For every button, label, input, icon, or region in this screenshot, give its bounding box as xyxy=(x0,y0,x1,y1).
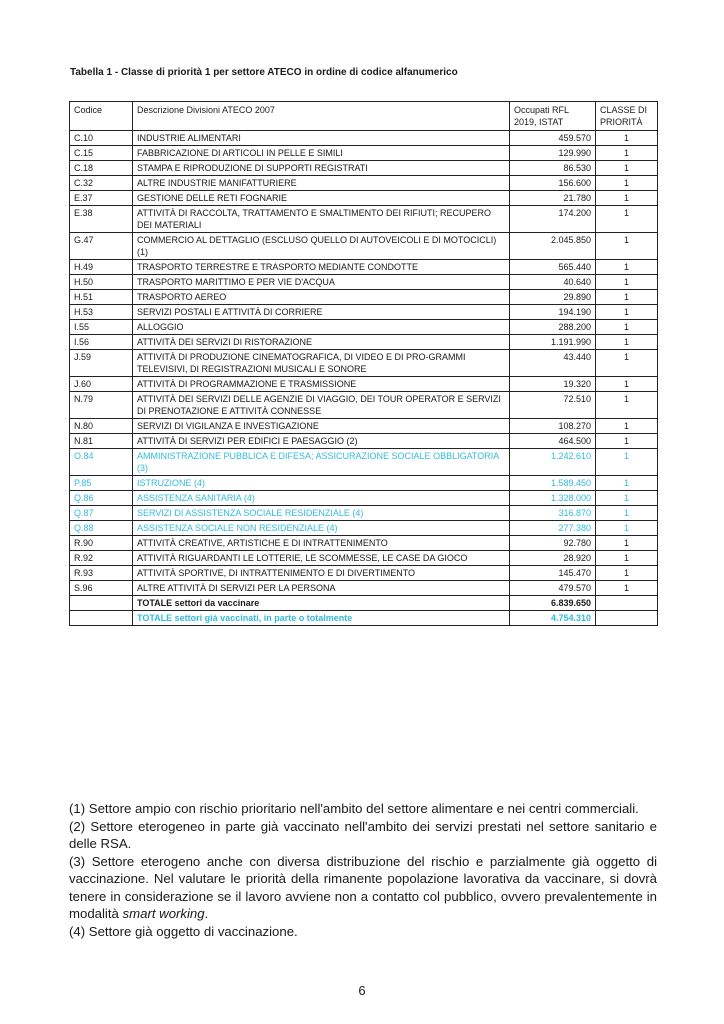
table-header-row xyxy=(70,102,658,131)
cell-description: STAMPA E RIPRODUZIONE DI SUPPORTI REGISTRATI xyxy=(133,161,510,176)
cell-employed: 316.870 xyxy=(510,506,596,521)
header-priority: CLASSE DI PRIORITÀ xyxy=(596,102,658,131)
cell-employed: 288.200 xyxy=(510,320,596,335)
cell-employed: 156.600 xyxy=(510,176,596,191)
header-description: Descrizione Divisioni ATECO 2007 xyxy=(133,102,510,131)
cell-description: ATTIVITÀ DI SERVIZI PER EDIFICI E PAESAGGIO (2) xyxy=(133,434,510,449)
cell-employed: 2.045.850 xyxy=(510,233,596,260)
cell-description: ATTIVITÀ DEI SERVIZI DI RISTORAZIONE xyxy=(133,335,510,350)
table-row xyxy=(70,581,658,596)
cell-employed: 19.320 xyxy=(510,377,596,392)
cell-description: TRASPORTO MARITTIMO E PER VIE D'ACQUA xyxy=(133,275,510,290)
cell-code: I.56 xyxy=(70,335,133,350)
cell-employed: 86.530 xyxy=(510,161,596,176)
cell-priority: 1 xyxy=(596,449,658,476)
total-row xyxy=(70,611,658,626)
cell-priority: 1 xyxy=(596,260,658,275)
table-row xyxy=(70,146,658,161)
cell-code: R.93 xyxy=(70,566,133,581)
cell-priority: 1 xyxy=(596,176,658,191)
table-row xyxy=(70,191,658,206)
cell-priority: 1 xyxy=(596,320,658,335)
cell-employed: 145.470 xyxy=(510,566,596,581)
cell-empty xyxy=(596,611,658,626)
cell-employed: 277.380 xyxy=(510,521,596,536)
cell-total-value: 4.754.310 xyxy=(510,611,596,626)
table-row xyxy=(70,176,658,191)
cell-description: GESTIONE DELLE RETI FOGNARIE xyxy=(133,191,510,206)
cell-description: ATTIVITÀ DEI SERVIZI DELLE AGENZIE DI VIAGGIO, DEI TOUR OPERATOR E SERVIZI DI PRENOTAZIONE E ATTIVITÀ CONNESSE xyxy=(133,392,510,419)
cell-priority: 1 xyxy=(596,377,658,392)
cell-description: ASSISTENZA SANITARIA (4) xyxy=(133,491,510,506)
cell-priority: 1 xyxy=(596,551,658,566)
cell-description: ATTIVITÀ DI RACCOLTA, TRATTAMENTO E SMALTIMENTO DEI RIFIUTI; RECUPERO DEI MATERIALI xyxy=(133,206,510,233)
cell-employed: 464.500 xyxy=(510,434,596,449)
cell-description: ISTRUZIONE (4) xyxy=(133,476,510,491)
cell-employed: 1.589.450 xyxy=(510,476,596,491)
cell-employed: 479.570 xyxy=(510,581,596,596)
cell-employed: 194.190 xyxy=(510,305,596,320)
cell-code: C.10 xyxy=(70,131,133,146)
cell-code: Q.86 xyxy=(70,491,133,506)
cell-code: Q.88 xyxy=(70,521,133,536)
cell-description: AMMINISTRAZIONE PUBBLICA E DIFESA; ASSICURAZIONE SOCIALE OBBLIGATORIA (3) xyxy=(133,449,510,476)
cell-priority: 1 xyxy=(596,536,658,551)
cell-code: R.92 xyxy=(70,551,133,566)
cell-description: SERVIZI POSTALI E ATTIVITÀ DI CORRIERE xyxy=(133,305,510,320)
cell-priority: 1 xyxy=(596,206,658,233)
cell-employed: 108.270 xyxy=(510,419,596,434)
cell-code: N.79 xyxy=(70,392,133,419)
cell-description: FABBRICAZIONE DI ARTICOLI IN PELLE E SIMILI xyxy=(133,146,510,161)
cell-empty xyxy=(70,596,133,611)
cell-employed: 40.640 xyxy=(510,275,596,290)
table-row xyxy=(70,491,658,506)
table-row xyxy=(70,551,658,566)
cell-code: I.55 xyxy=(70,320,133,335)
table-row xyxy=(70,536,658,551)
footnote-4: (4) Settore già oggetto di vaccinazione. xyxy=(69,923,298,939)
cell-code: C.18 xyxy=(70,161,133,176)
cell-priority: 1 xyxy=(596,419,658,434)
table-row xyxy=(70,305,658,320)
page-number: 6 xyxy=(358,983,366,998)
table-row xyxy=(70,434,658,449)
table-row xyxy=(70,449,658,476)
cell-priority: 1 xyxy=(596,521,658,536)
cell-description: SERVIZI DI ASSISTENZA SOCIALE RESIDENZIALE (4) xyxy=(133,506,510,521)
footnote-2: (2) Settore eterogeneo in parte già vaccinato nell'ambito dei servizi prestati nel settore sanitario e delle RSA. xyxy=(69,818,657,851)
ateco-priority-table xyxy=(69,101,658,626)
table-row xyxy=(70,476,658,491)
total-row xyxy=(70,596,658,611)
cell-code: H.53 xyxy=(70,305,133,320)
footnote-3-italic: smart working xyxy=(122,906,205,921)
cell-employed: 72.510 xyxy=(510,392,596,419)
cell-code: R.90 xyxy=(70,536,133,551)
cell-description: ALTRE INDUSTRIE MANIFATTURIERE xyxy=(133,176,510,191)
table-row xyxy=(70,320,658,335)
table-row xyxy=(70,206,658,233)
cell-priority: 1 xyxy=(596,275,658,290)
cell-employed: 21.780 xyxy=(510,191,596,206)
cell-priority: 1 xyxy=(596,335,658,350)
footnote-1: (1) Settore ampio con rischio prioritario nell'ambito del settore alimentare e nei centri commerciali. xyxy=(69,801,639,816)
cell-priority: 1 xyxy=(596,434,658,449)
cell-description: TRASPORTO TERRESTRE E TRASPORTO MEDIANTE CONDOTTE xyxy=(133,260,510,275)
table-row xyxy=(70,566,658,581)
cell-total-label: TOTALE settori già vaccinati, in parte o totalmente xyxy=(133,611,510,626)
cell-code: G.47 xyxy=(70,233,133,260)
cell-code: C.15 xyxy=(70,146,133,161)
cell-priority: 1 xyxy=(596,392,658,419)
header-employed: Occupati RFL 2019, ISTAT xyxy=(510,102,596,131)
cell-code: J.59 xyxy=(70,350,133,377)
cell-employed: 174.200 xyxy=(510,206,596,233)
header-code: Codice xyxy=(70,102,133,131)
table-row xyxy=(70,392,658,419)
cell-code: J.60 xyxy=(70,377,133,392)
table-row xyxy=(70,131,658,146)
cell-code: E.37 xyxy=(70,191,133,206)
cell-priority: 1 xyxy=(596,506,658,521)
cell-priority: 1 xyxy=(596,305,658,320)
cell-description: ATTIVITÀ DI PRODUZIONE CINEMATOGRAFICA, DI VIDEO E DI PRO-GRAMMI TELEVISIVI, DI REGISTRAZIONI MUSICALI E SONORE xyxy=(133,350,510,377)
table-caption: Tabella 1 - Classe di priorità 1 per settore ATECO in ordine di codice alfanumerico xyxy=(70,67,458,78)
table-row xyxy=(70,419,658,434)
cell-employed: 1.191.990 xyxy=(510,335,596,350)
cell-description: TRASPORTO AEREO xyxy=(133,290,510,305)
cell-code: E.38 xyxy=(70,206,133,233)
footnotes xyxy=(69,800,657,940)
cell-employed: 1.242.610 xyxy=(510,449,596,476)
cell-priority: 1 xyxy=(596,191,658,206)
table-row xyxy=(70,260,658,275)
cell-code: O.84 xyxy=(70,449,133,476)
cell-code: Q.87 xyxy=(70,506,133,521)
cell-code: H.50 xyxy=(70,275,133,290)
cell-description: COMMERCIO AL DETTAGLIO (ESCLUSO QUELLO DI AUTOVEICOLI E DI MOTOCICLI) (1) xyxy=(133,233,510,260)
cell-description: INDUSTRIE ALIMENTARI xyxy=(133,131,510,146)
cell-code: H.49 xyxy=(70,260,133,275)
table-row xyxy=(70,377,658,392)
cell-employed: 565.440 xyxy=(510,260,596,275)
cell-employed: 1.328.000 xyxy=(510,491,596,506)
table-row xyxy=(70,335,658,350)
cell-description: ALLOGGIO xyxy=(133,320,510,335)
cell-priority: 1 xyxy=(596,161,658,176)
cell-description: SERVIZI DI VIGILANZA E INVESTIGAZIONE xyxy=(133,419,510,434)
cell-priority: 1 xyxy=(596,146,658,161)
table-row xyxy=(70,290,658,305)
cell-priority: 1 xyxy=(596,131,658,146)
table-row xyxy=(70,521,658,536)
cell-description: ALTRE ATTIVITÀ DI SERVIZI PER LA PERSONA xyxy=(133,581,510,596)
cell-employed: 28.920 xyxy=(510,551,596,566)
cell-empty xyxy=(70,611,133,626)
cell-priority: 1 xyxy=(596,233,658,260)
table-row xyxy=(70,233,658,260)
table-row xyxy=(70,350,658,377)
cell-employed: 29.890 xyxy=(510,290,596,305)
cell-employed: 129.990 xyxy=(510,146,596,161)
cell-priority: 1 xyxy=(596,566,658,581)
cell-priority: 1 xyxy=(596,491,658,506)
table-row xyxy=(70,506,658,521)
cell-description: ATTIVITÀ SPORTIVE, DI INTRATTENIMENTO E DI DIVERTIMENTO xyxy=(133,566,510,581)
cell-employed: 92.780 xyxy=(510,536,596,551)
cell-total-label: TOTALE settori da vaccinare xyxy=(133,596,510,611)
cell-employed: 43.440 xyxy=(510,350,596,377)
table-row xyxy=(70,275,658,290)
footnote-3: (3) Settore eterogeno anche con diversa distribuzione del rischio e parzialmente già oggetto di vaccinazione. Nel valutare le priorità della rimanente popolazione lavorativa da vaccinare, si dovrà tenere in considerazione se il lavoro avviene non a contatto col pubblico, ovvero prevalentemente in modalità smart working. xyxy=(69,853,657,921)
cell-code: N.80 xyxy=(70,419,133,434)
cell-code: P.85 xyxy=(70,476,133,491)
cell-employed: 459.570 xyxy=(510,131,596,146)
cell-description: ATTIVITÀ RIGUARDANTI LE LOTTERIE, LE SCOMMESSE, LE CASE DA GIOCO xyxy=(133,551,510,566)
table-row xyxy=(70,161,658,176)
cell-description: ATTIVITÀ CREATIVE, ARTISTICHE E DI INTRATTENIMENTO xyxy=(133,536,510,551)
cell-code: S.96 xyxy=(70,581,133,596)
cell-priority: 1 xyxy=(596,581,658,596)
cell-code: H.51 xyxy=(70,290,133,305)
cell-total-value: 6.839.650 xyxy=(510,596,596,611)
cell-empty xyxy=(596,596,658,611)
cell-description: ASSISTENZA SOCIALE NON RESIDENZIALE (4) xyxy=(133,521,510,536)
cell-description: ATTIVITÀ DI PROGRAMMAZIONE E TRASMISSIONE xyxy=(133,377,510,392)
cell-code: N.81 xyxy=(70,434,133,449)
cell-priority: 1 xyxy=(596,290,658,305)
cell-code: C.32 xyxy=(70,176,133,191)
cell-priority: 1 xyxy=(596,350,658,377)
cell-priority: 1 xyxy=(596,476,658,491)
